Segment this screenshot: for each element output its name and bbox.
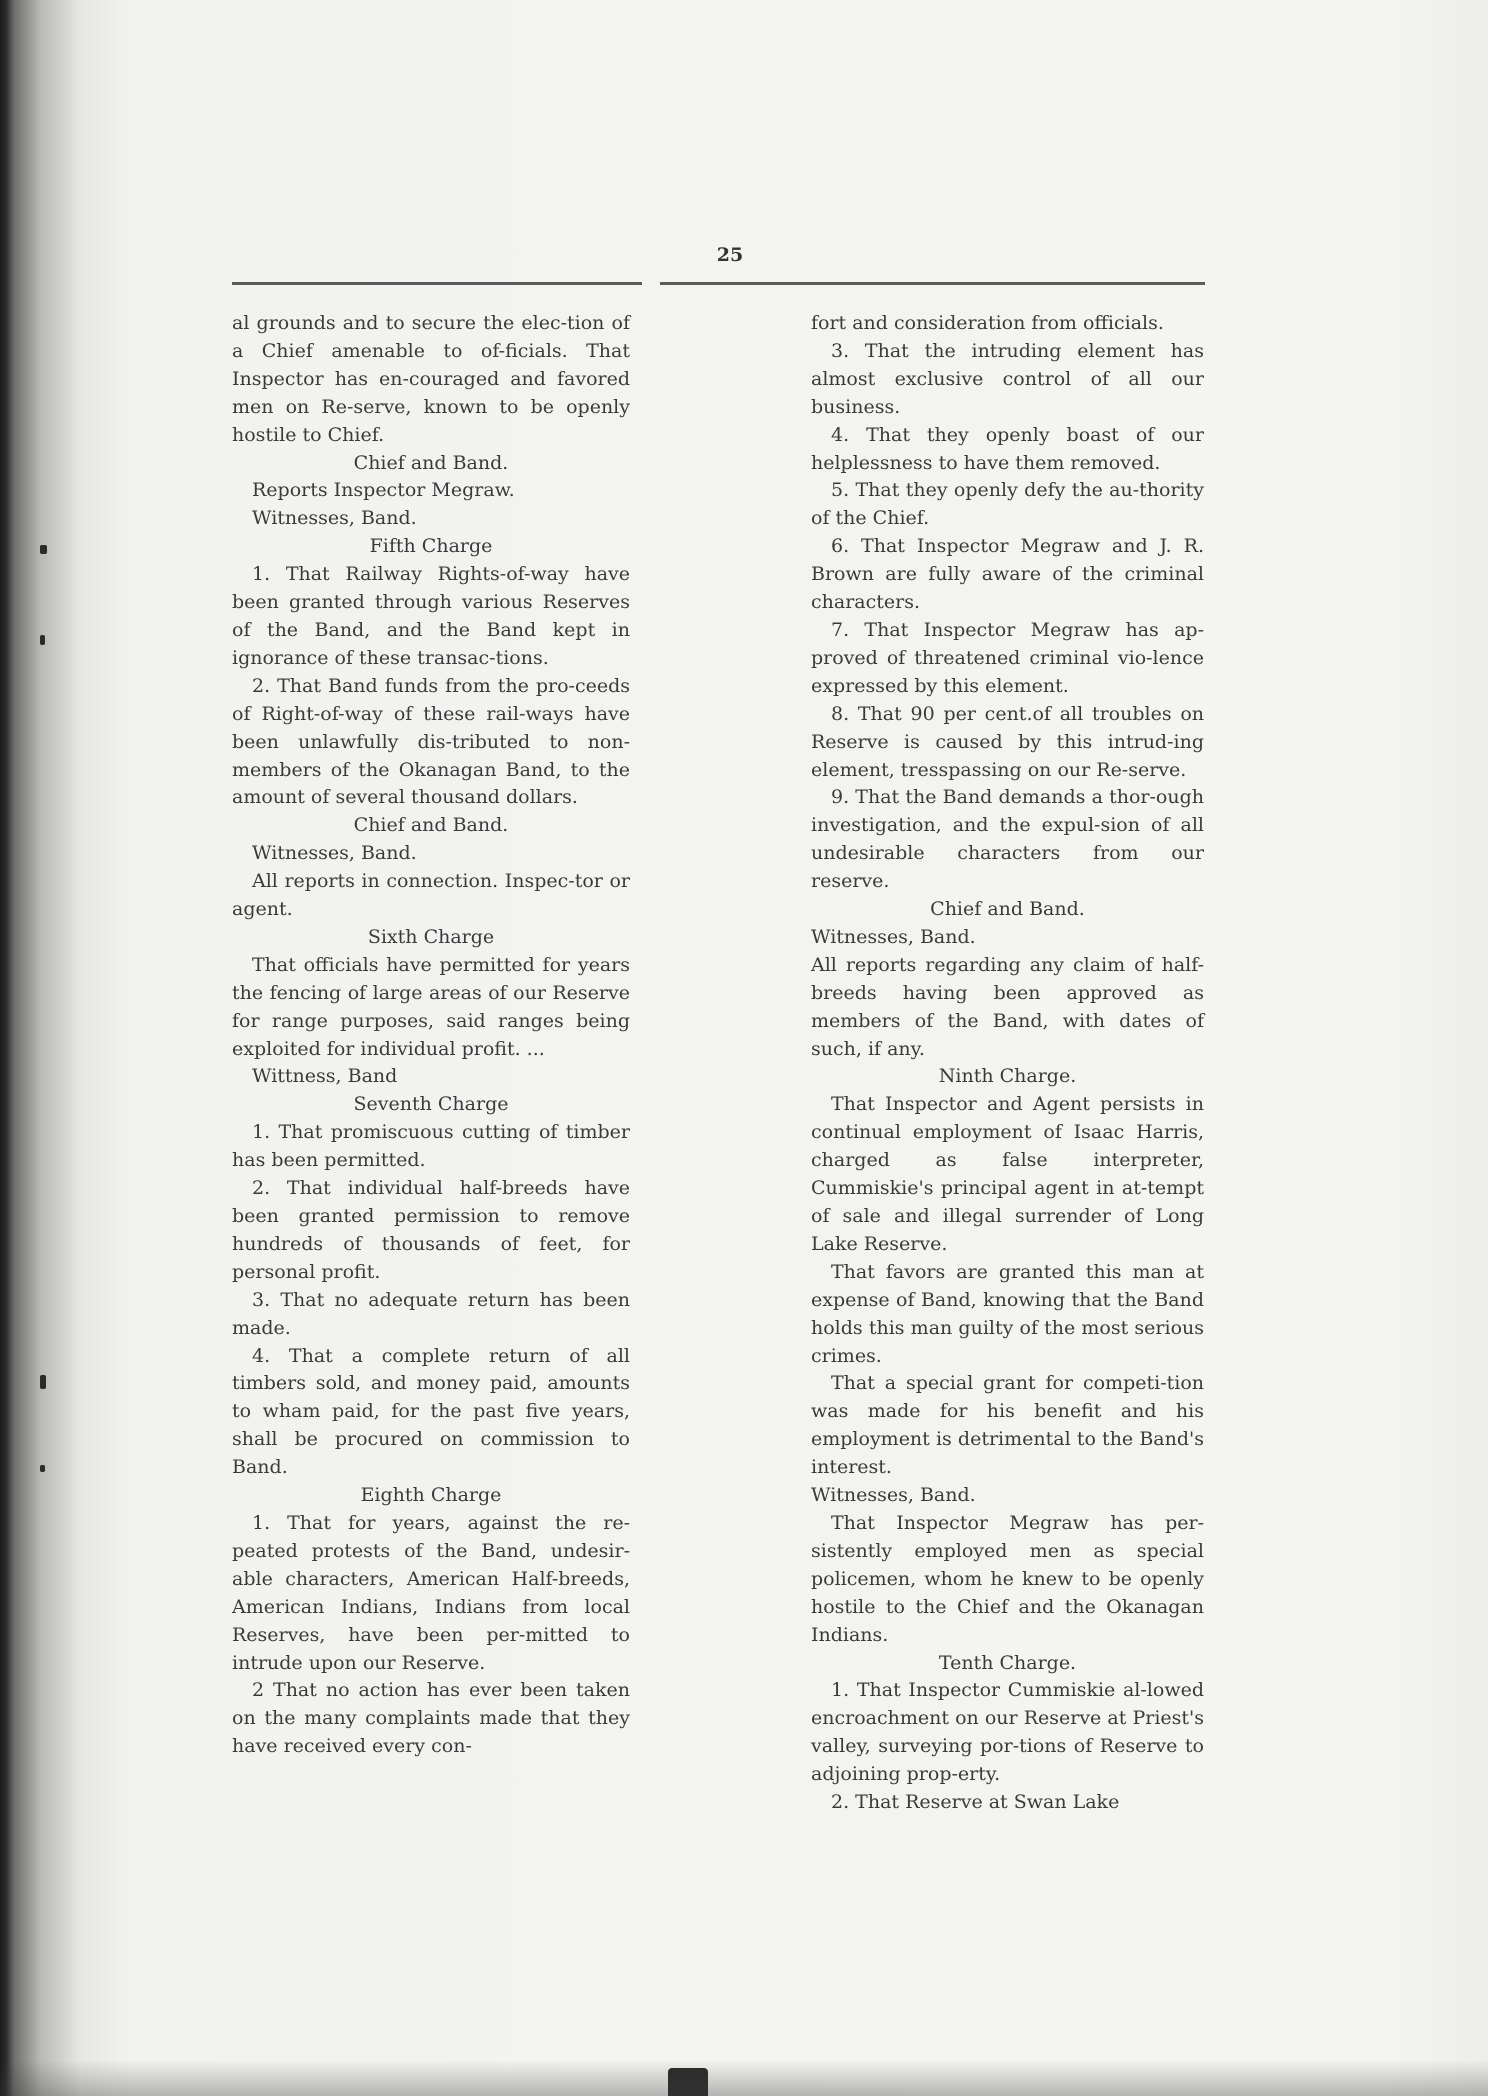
paragraph: 2 That no action has ever been taken on the many complaints made that they have received every con- [232, 1679, 630, 1758]
paragraph: 3. That the intruding element has almost exclusive control of all our business. [811, 339, 1204, 418]
paragraph: Chief and Band. [353, 451, 509, 474]
bottom-edge-shadow [0, 2060, 1488, 2096]
paragraph: 1. That Inspector Cummiskie al-lowed encroachment on our Reserve at Priest's valley, surveying por-tions of Reserve to adjoining prop-erty. [811, 1679, 1204, 1786]
paragraph: That favors are granted this man at expense of Band, knowing that the Band holds this man guilty of the most serious crimes. [811, 1260, 1204, 1367]
paragraph: 4. That they openly boast of our helplessness to have them removed. [811, 423, 1204, 474]
paragraph: Wittness, Band [252, 1065, 398, 1088]
paragraph: Reports Inspector Megraw. [252, 479, 515, 502]
paragraph: Witnesses, Band. [252, 842, 417, 865]
paragraph: Chief and Band. [930, 898, 1085, 921]
paragraph: fort and consideration from officials. [811, 312, 1164, 334]
paragraph: 7. That Inspector Megraw has ap-proved of threatened criminal vio-lence expressed by this element. [811, 618, 1204, 697]
paragraph: Seventh Charge [353, 1093, 509, 1116]
paragraph: Witnesses, Band. [252, 507, 417, 530]
paragraph: Eighth Charge [360, 1484, 502, 1507]
paragraph: Chief and Band. [353, 814, 509, 837]
paragraph: 1. That Railway Rights-of-way have been granted through various Reserves of the Band, and the Band kept in ignorance of these transac-tions. [232, 563, 630, 669]
paragraph: 3. That no adequate return has been made. [232, 1288, 630, 1339]
header-rule [232, 282, 642, 285]
paragraph: 5. That they openly defy the au-thority of the Chief. [811, 479, 1204, 530]
paragraph: 4. That a complete return of all timbers sold, and money paid, amounts to wham paid, for the past five years, shall be procured on commission to Band. [232, 1344, 630, 1479]
margin-mark [40, 1375, 46, 1389]
margin-mark [40, 635, 45, 645]
margin-mark [40, 1465, 45, 1472]
paragraph: That Inspector Megraw has per-sistently employed men as special policemen, whom he knew to be openly hostile to the Chief and the Okanagan Indians. [811, 1511, 1204, 1646]
page-number: 25 [716, 244, 744, 266]
paragraph: 9. That the Band demands a thor-ough investigation, and the expul-sion of all undesirable characters from our reserve. [811, 786, 1204, 893]
header-rule [660, 282, 1205, 285]
paragraph: 6. That Inspector Megraw and J. R. Brown are fully aware of the criminal characters. [811, 535, 1204, 614]
paragraph: Ninth Charge. [938, 1065, 1077, 1088]
right-column [811, 310, 1204, 1817]
paragraph: Witnesses, Band. [811, 925, 976, 948]
paragraph: That officials have permitted for years the fencing of large areas of our Reserve for range purposes, said ranges being exploited for individual profit. ... [232, 953, 630, 1060]
paragraph: Witnesses, Band. [811, 1484, 976, 1507]
paragraph: 2. That individual half-breeds have been granted permission to remove hundreds of thousands of feet, for personal profit. [232, 1177, 630, 1283]
left-column [232, 310, 630, 1761]
paragraph: Tenth Charge. [938, 1651, 1077, 1674]
paragraph: 2. That Band funds from the pro-ceeds of Right-of-way of these rail-ways have been unlawfully dis-tributed to non-members of the Okanagan Band, to the amount of several thousand dollars. [232, 674, 630, 809]
paragraph: All reports in connection. Inspec-tor or agent. [232, 870, 630, 921]
margin-mark [40, 545, 47, 554]
paragraph: That a special grant for competi-tion was made for his benefit and his employment is detrimental to the Band's interest. [811, 1372, 1204, 1479]
paragraph: Sixth Charge [367, 925, 495, 948]
paragraph: 1. That promiscuous cutting of timber has been permitted. [232, 1121, 630, 1172]
paragraph: 1. That for years, against the re-peated protests of the Band, undesir-able characters, American Half-breeds, American Indians, Indians from local Reserves, have been per-mitted to intrude upon our Reserve. [232, 1511, 630, 1674]
paragraph: All reports regarding any claim of half-breeds having been approved as members of the Band, with dates of such, if any. [811, 953, 1204, 1060]
paragraph: 2. That Reserve at Swan Lake [831, 1791, 1120, 1814]
paragraph: That Inspector and Agent persists in continual employment of Isaac Harris, charged as false interpreter, Cummiskie's principal agent in at-tempt of sale and illegal surrender of Long Lake Reserve. [811, 1093, 1204, 1255]
paragraph: 8. That 90 per cent.of all troubles on Reserve is caused by this intrud-ing element, tresspassing on our Re-serve. [811, 702, 1204, 781]
paragraph: al grounds and to secure the elec-tion of a Chief amenable to of-ficials. That Inspector has en-couraged and favored men on Re-serve, known to be openly hostile to Chief. [232, 312, 630, 446]
paragraph: Fifth Charge [369, 535, 493, 558]
